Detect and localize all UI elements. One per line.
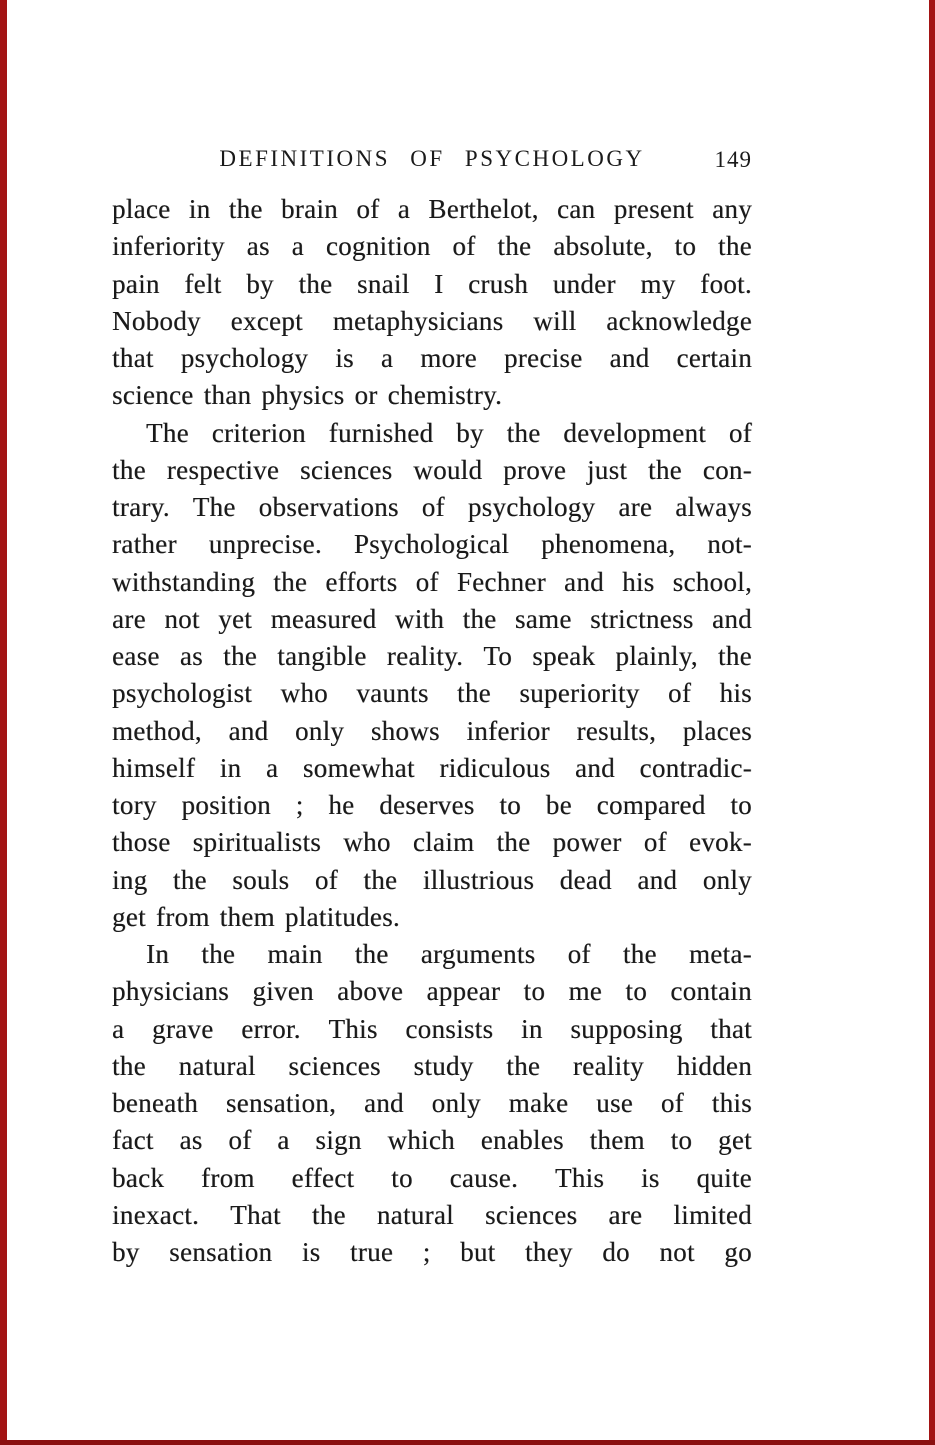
text-line — [112, 1197, 752, 1234]
word: natural — [376, 1199, 454, 1230]
word: tangible — [277, 641, 367, 671]
word: the — [497, 231, 532, 262]
word: to — [674, 231, 697, 262]
word: psychology — [467, 492, 596, 522]
word: present — [613, 194, 694, 224]
text-line — [112, 1160, 752, 1197]
word: more — [420, 343, 477, 373]
word: cause. — [449, 1162, 519, 1193]
word: psychologist — [112, 678, 253, 709]
text-line — [112, 266, 752, 303]
word: That — [230, 1199, 281, 1230]
word: only — [294, 715, 345, 746]
word: claim — [412, 827, 475, 858]
word: to — [730, 790, 752, 820]
word: a — [380, 343, 394, 373]
word: spiritualists — [192, 827, 322, 858]
word: hidden — [676, 1050, 752, 1081]
word: under — [552, 268, 616, 299]
word: as — [179, 641, 203, 671]
word: is — [335, 343, 354, 373]
word: school, — [672, 566, 752, 597]
scan-edge-bottom — [0, 1440, 935, 1445]
word: a — [291, 231, 304, 262]
word: Berthelot, — [428, 194, 539, 224]
word: metaphysicians — [332, 305, 504, 336]
word: to — [523, 976, 546, 1007]
word: precise — [503, 343, 583, 373]
word: sensation — [169, 1237, 273, 1267]
text-line — [112, 191, 752, 228]
word: same — [514, 603, 572, 634]
word: The — [192, 492, 236, 522]
word: crush — [468, 268, 529, 299]
word: not — [164, 603, 200, 634]
word: and — [228, 715, 269, 746]
word: back — [112, 1162, 165, 1193]
word: his — [719, 678, 752, 709]
word: not — [659, 1237, 695, 1267]
word: with — [394, 603, 445, 634]
text-line — [112, 675, 752, 712]
word: ridiculous — [439, 752, 551, 783]
word: vaunts — [356, 678, 429, 709]
word: is — [641, 1162, 660, 1193]
word: contradic- — [639, 752, 752, 783]
text-line — [112, 936, 752, 973]
word: meta- — [688, 939, 752, 969]
word: the — [718, 641, 752, 671]
word: fact — [112, 1125, 154, 1156]
word: the — [311, 1199, 346, 1230]
word: of — [643, 827, 667, 858]
word: sign — [315, 1125, 362, 1156]
word: inferior — [466, 715, 550, 746]
word: contain — [670, 976, 752, 1007]
word: results, — [576, 715, 657, 746]
text-line — [112, 415, 752, 452]
word: trary. — [112, 492, 170, 522]
word: respective — [166, 454, 280, 485]
page-number: 149 — [714, 147, 752, 172]
word: ; — [422, 1237, 431, 1267]
word: tory — [112, 790, 157, 820]
word: the — [457, 678, 491, 709]
word: sensation, — [225, 1088, 337, 1118]
word: of — [415, 566, 439, 597]
word: cognition — [325, 231, 431, 262]
word: the — [112, 1050, 146, 1081]
word: the — [363, 864, 398, 895]
text-line — [112, 1234, 752, 1271]
word: unprecise. — [208, 529, 322, 560]
text-line — [112, 973, 752, 1010]
word: the — [496, 827, 531, 858]
word: development — [563, 417, 707, 448]
word: above — [337, 976, 404, 1007]
word: the — [462, 603, 497, 634]
word: felt — [184, 268, 222, 299]
word: and — [575, 752, 615, 783]
word: Nobody — [112, 305, 201, 336]
word: withstanding — [112, 566, 256, 597]
text-line — [112, 1048, 752, 1085]
word: are — [618, 492, 653, 522]
word: a — [277, 1125, 290, 1156]
word: and — [564, 566, 604, 597]
word: the — [228, 194, 263, 224]
word: yet — [218, 603, 253, 634]
word: the — [718, 231, 752, 262]
word: limited — [673, 1199, 752, 1230]
word: himself — [112, 752, 196, 783]
word: and — [609, 343, 650, 373]
word: the — [223, 641, 258, 671]
word: superiority — [519, 678, 640, 709]
word: quite — [696, 1162, 752, 1193]
word: the — [622, 939, 657, 969]
word: those — [112, 827, 171, 858]
word: can — [556, 194, 596, 224]
word: error. — [241, 1013, 301, 1044]
word: would — [413, 454, 483, 485]
word: of — [452, 231, 476, 262]
word: ing — [112, 864, 148, 895]
word: certain — [676, 343, 752, 373]
word: the — [201, 939, 236, 969]
word: any — [712, 194, 752, 224]
word: go — [724, 1237, 752, 1267]
word: shows — [370, 715, 440, 746]
word: the — [506, 417, 541, 448]
word: a — [265, 752, 279, 783]
text-line — [112, 787, 752, 824]
word: that — [112, 343, 154, 373]
word: consists — [405, 1013, 494, 1044]
word: which — [387, 1125, 455, 1156]
word: is — [301, 1237, 321, 1267]
word: grave — [152, 1013, 214, 1044]
text-line — [112, 526, 752, 563]
word: true — [350, 1237, 394, 1267]
word: place — [112, 194, 171, 224]
word: of — [668, 678, 692, 709]
word: the — [298, 268, 333, 299]
word: of — [567, 939, 591, 969]
text-line: science than physics or chemistry. — [112, 380, 503, 411]
word: The — [146, 417, 189, 448]
word: beneath — [112, 1088, 199, 1118]
word: Fechner — [456, 566, 546, 597]
word: evok- — [688, 827, 752, 858]
text-line — [112, 452, 752, 489]
text-line — [112, 824, 752, 861]
word: reality — [572, 1050, 644, 1081]
word: the — [112, 454, 146, 485]
word: souls — [232, 864, 290, 895]
word: compared — [596, 790, 706, 820]
word: strictness — [590, 603, 694, 634]
word: and — [637, 864, 678, 895]
word: acknowledge — [606, 305, 752, 336]
word: to — [625, 976, 647, 1007]
text-line — [112, 862, 752, 899]
word: places — [682, 715, 752, 746]
word: my — [640, 268, 676, 299]
word: To — [483, 641, 513, 671]
word: and — [363, 1088, 404, 1118]
word: illustrious — [422, 864, 535, 895]
word: as — [179, 1125, 203, 1156]
word: will — [533, 305, 577, 336]
word: who — [280, 678, 328, 709]
word: ease — [112, 641, 160, 671]
text-line — [112, 489, 752, 526]
word: somewhat — [302, 752, 415, 783]
running-header — [112, 146, 752, 180]
word: except — [230, 305, 303, 336]
word: I — [434, 268, 444, 299]
word: observations — [258, 492, 399, 522]
word: he — [328, 790, 355, 820]
word: study — [413, 1050, 474, 1081]
word: from — [201, 1162, 255, 1193]
word: only — [702, 864, 752, 895]
word: the — [273, 566, 308, 597]
text-line — [112, 750, 752, 787]
page-text — [112, 191, 752, 1271]
word: are — [112, 603, 146, 634]
word: me — [568, 976, 603, 1007]
word: given — [252, 976, 314, 1007]
word: of — [660, 1088, 684, 1118]
word: snail — [357, 268, 410, 299]
word: them — [589, 1125, 645, 1156]
word: speak — [532, 641, 596, 671]
word: criterion — [211, 417, 306, 448]
word: the — [506, 1050, 541, 1081]
word: make — [508, 1088, 569, 1118]
text-line — [112, 303, 752, 340]
scan-edge-right — [929, 0, 935, 1445]
word: In — [146, 939, 170, 969]
text-line — [112, 1122, 752, 1159]
word: sciences — [288, 1050, 381, 1081]
word: his — [622, 566, 655, 597]
word: just — [586, 454, 628, 485]
word: arguments — [420, 939, 536, 969]
word: absolute, — [553, 231, 653, 262]
chapter-title: DEFINITIONS OF PSYCHOLOGY — [219, 146, 645, 171]
text-line — [112, 601, 752, 638]
word: prove — [503, 454, 567, 485]
word: This — [554, 1162, 605, 1193]
word: inferiority — [112, 231, 225, 262]
word: to — [670, 1125, 693, 1156]
word: in — [219, 752, 242, 783]
word: get — [718, 1125, 752, 1156]
word: plainly, — [615, 641, 698, 671]
word: position — [181, 790, 271, 820]
word: by — [112, 1237, 140, 1267]
text-line — [112, 228, 752, 265]
word: not- — [707, 529, 752, 560]
word: use — [596, 1088, 634, 1118]
text-line — [112, 340, 752, 377]
word: as — [246, 231, 270, 262]
word: deserves — [379, 790, 475, 820]
word: in — [188, 194, 211, 224]
word: phenomena, — [541, 529, 676, 560]
word: foot. — [700, 268, 752, 299]
word: Psychological — [353, 529, 510, 560]
word: of — [728, 417, 752, 448]
word: a — [112, 1013, 125, 1044]
word: of — [314, 864, 338, 895]
word: enables — [480, 1125, 564, 1156]
word: sciences — [300, 454, 393, 485]
word: physicians — [112, 976, 229, 1007]
word: to — [499, 790, 521, 820]
word: measured — [270, 603, 377, 634]
word: this — [711, 1088, 752, 1118]
word: efforts — [325, 566, 398, 597]
text-line — [112, 713, 752, 750]
word: they — [525, 1237, 573, 1267]
word: are — [608, 1199, 643, 1230]
word: appear — [426, 976, 501, 1007]
word: but — [460, 1237, 496, 1267]
word: be — [545, 790, 572, 820]
word: psychology — [180, 343, 309, 373]
word: and — [712, 603, 752, 634]
text-line — [112, 1085, 752, 1122]
word: brain — [280, 194, 338, 224]
text-line — [112, 1011, 752, 1048]
word: the — [354, 939, 389, 969]
word: main — [267, 939, 323, 969]
word: always — [675, 492, 752, 522]
word: supposing — [570, 1013, 683, 1044]
word: only — [431, 1088, 481, 1118]
word: effect — [291, 1162, 355, 1193]
word: pain — [112, 268, 160, 299]
word: method, — [112, 715, 202, 746]
word: a — [397, 194, 411, 224]
word: con- — [702, 454, 752, 485]
word: ; — [295, 790, 304, 820]
word: rather — [112, 529, 177, 560]
word: natural — [178, 1050, 256, 1081]
word: who — [343, 827, 391, 858]
word: inexact. — [112, 1199, 200, 1230]
word: the — [172, 864, 207, 895]
word: of — [421, 492, 445, 522]
text-line: get from them platitudes. — [112, 901, 400, 932]
text-line — [112, 564, 752, 601]
scan-edge-left — [0, 0, 7, 1445]
word: to — [391, 1162, 413, 1193]
word: that — [710, 1013, 752, 1044]
word: furnished — [328, 417, 434, 448]
word: do — [602, 1237, 630, 1267]
word: by — [456, 417, 484, 448]
word: dead — [559, 864, 612, 895]
text-line — [112, 638, 752, 675]
word: by — [246, 268, 274, 299]
word: sciences — [485, 1199, 578, 1230]
word: This — [328, 1013, 378, 1044]
word: reality. — [386, 641, 464, 671]
word: power — [552, 827, 622, 858]
word: the — [648, 454, 682, 485]
word: of — [228, 1125, 252, 1156]
word: of — [356, 194, 380, 224]
word: in — [521, 1013, 543, 1044]
